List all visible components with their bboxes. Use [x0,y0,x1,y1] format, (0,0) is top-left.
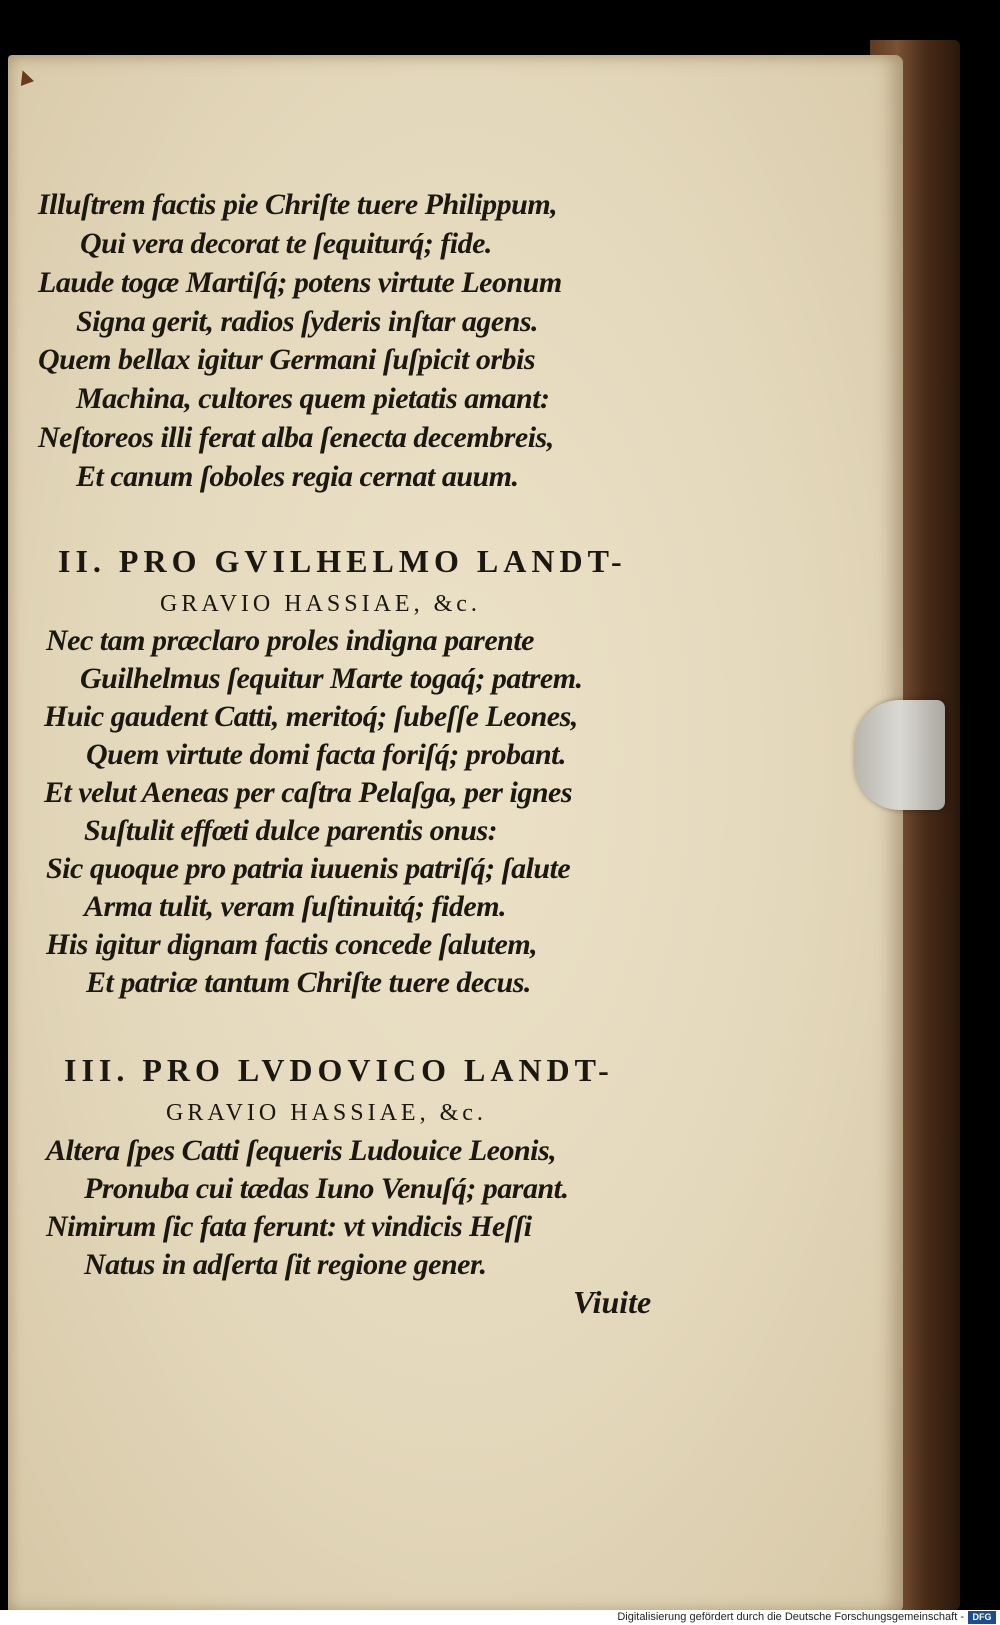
verse-line: Laude togæ Martiſq́; potens virtute Leonum [38,266,562,299]
verse-line: Huic gaudent Catti, meritoq́; ſubeſſe Leones, [44,700,578,733]
page-clip [855,700,945,810]
verse-line: Natus in adſerta ſit regione gener. [84,1248,487,1281]
verse-line: Nimirum ſic fata ferunt: vt vindicis Heſſi [46,1210,532,1243]
verse-line: Nec tam præclaro proles indigna parente [46,624,534,657]
section-heading: III. PRO LVDOVICO LANDT- [64,1052,614,1088]
section-heading: II. PRO GVILHELMO LANDT- [58,543,627,579]
verse-line: Guilhelmus ſequitur Marte togaq́; patrem. [80,662,583,695]
verse-line: Sic quoque pro patria iuuenis patriſq́; ſalute [46,852,571,885]
digitization-credit: Digitalisierung gefördert durch die Deutsche Forschungsgemeinschaft - [617,1611,964,1623]
verse-line: Qui vera decorat te ſequiturq́; fide. [80,227,492,260]
verse-line: Altera ſpes Catti ſequeris Ludouice Leonis, [46,1134,557,1167]
verse-line: Suſtulit effœti dulce parentis onus: [84,814,498,847]
catchword: Viuite [573,1284,652,1320]
verse-line: His igitur dignam factis concede ſalutem, [46,928,538,961]
verse-line: Et patriæ tantum Chriſte tuere decus. [86,966,531,999]
verse-line: Signa gerit, radios ſyderis inſtar agens. [76,305,539,338]
verse-line: Quem virtute domi facta foriſq́; probant. [86,738,566,771]
verse-line: Arma tulit, veram ſuſtinuitq́; fidem. [84,890,507,923]
verse-line: Illuſtrem factis pie Chriſte tuere Philippum, [38,188,558,221]
verse-line: Quem bellax igitur Germani ſuſpicit orbis [38,343,536,376]
verse-line: Pronuba cui tædas Iuno Venuſq́; parant. [84,1172,569,1205]
section-subheading: GRAVIO HASSIAE, &c. [160,591,481,617]
verse-line: Neſtoreos illi ferat alba ſenecta decembreis, [38,421,554,454]
verse-line: Et canum ſoboles regia cernat auum. [76,460,519,493]
section-subheading: GRAVIO HASSIAE, &c. [166,1100,487,1126]
verse-line: Machina, cultores quem pietatis amant: [76,382,550,415]
dfg-logo: DFG [968,1611,996,1624]
verse-line: Et velut Aeneas per caſtra Pelaſga, per ignes [44,776,572,809]
